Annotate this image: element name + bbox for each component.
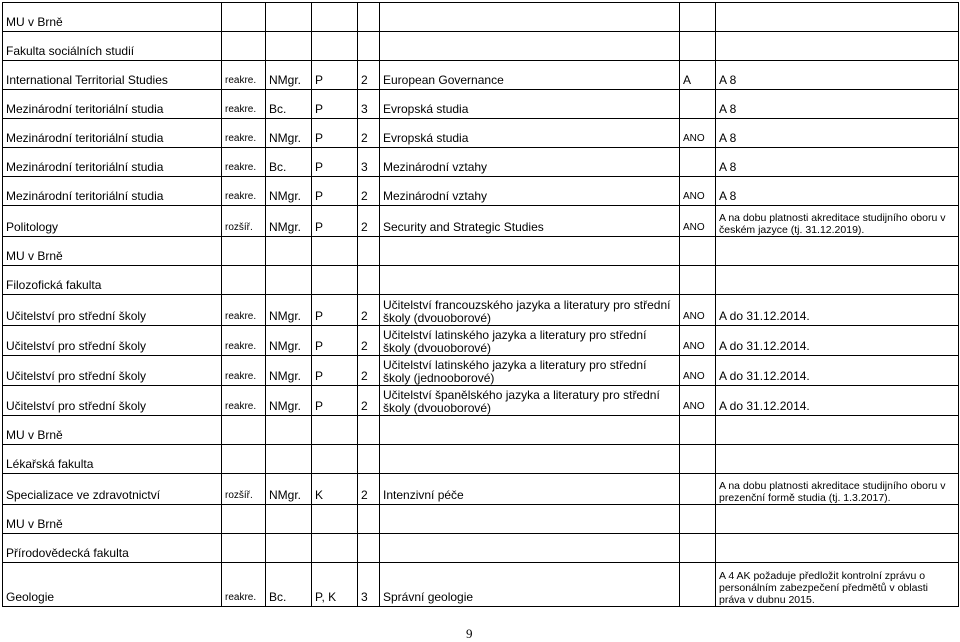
faculty-name: Přírodovědecká fakulta [3, 534, 222, 563]
study-form: P [312, 119, 358, 148]
standard-duration: 2 [358, 474, 380, 505]
decision: A 8 [716, 119, 959, 148]
accreditation-type: reakre. [222, 295, 266, 326]
field-name: Security and Strategic Studies [380, 206, 680, 237]
field-name: Učitelství španělského jazyka a literatury pro střední školy (dvouoborové) [380, 386, 680, 416]
program-name: Učitelství pro střední školy [3, 295, 222, 326]
table-row [3, 386, 959, 416]
table-row [3, 326, 959, 356]
field-name: Evropská studia [380, 119, 680, 148]
study-form: P [312, 148, 358, 177]
faculty-name: Lékařská fakulta [3, 445, 222, 474]
degree-type: NMgr. [266, 119, 312, 148]
accreditation-type: reakre. [222, 386, 266, 416]
program-name: Politology [3, 206, 222, 237]
accreditation-type: reakre. [222, 563, 266, 607]
language-flag: ANO [680, 177, 716, 206]
language-flag [680, 474, 716, 505]
standard-duration: 2 [358, 295, 380, 326]
language-flag [680, 90, 716, 119]
field-name: Evropská studia [380, 90, 680, 119]
program-name: Specializace ve zdravotnictví [3, 474, 222, 505]
accreditation-type: reakre. [222, 326, 266, 356]
accreditation-type: reakre. [222, 61, 266, 90]
degree-type: NMgr. [266, 356, 312, 386]
standard-duration: 3 [358, 563, 380, 607]
language-flag: ANO [680, 119, 716, 148]
table-row [3, 206, 959, 237]
decision: A 8 [716, 148, 959, 177]
decision: A 4 AK požaduje předložit kontrolní zprávu o personálním zabezpečení předmětů v oblasti práva v dubnu 2015. [716, 563, 959, 607]
faculty-row [3, 32, 959, 61]
decision: A na dobu platnosti akreditace studijního oboru v prezenční formě studia (tj. 1.3.2017). [716, 474, 959, 505]
decision: A do 31.12.2014. [716, 295, 959, 326]
standard-duration: 2 [358, 61, 380, 90]
program-name: International Territorial Studies [3, 61, 222, 90]
study-form: P [312, 206, 358, 237]
decision: A do 31.12.2014. [716, 356, 959, 386]
decision: A 8 [716, 177, 959, 206]
field-name: Učitelství latinského jazyka a literatury pro střední školy (dvouoborové) [380, 326, 680, 356]
degree-type: Bc. [266, 563, 312, 607]
study-form: P [312, 61, 358, 90]
field-name: European Governance [380, 61, 680, 90]
study-form: P [312, 177, 358, 206]
university-name: MU v Brně [3, 237, 222, 266]
study-form: P [312, 386, 358, 416]
standard-duration: 2 [358, 356, 380, 386]
accreditation-type: reakre. [222, 356, 266, 386]
table-row [3, 474, 959, 505]
faculty-row [3, 266, 959, 295]
standard-duration: 2 [358, 119, 380, 148]
university-name: MU v Brně [3, 416, 222, 445]
faculty-name: Fakulta sociálních studií [3, 32, 222, 61]
accreditation-type: reakre. [222, 148, 266, 177]
language-flag [680, 563, 716, 607]
table-row [3, 61, 959, 90]
field-name: Intenzivní péče [380, 474, 680, 505]
study-form: P, K [312, 563, 358, 607]
accreditation-type: rozšíř. [222, 474, 266, 505]
program-name: Mezinárodní teritoriální studia [3, 119, 222, 148]
university-row [3, 3, 959, 32]
decision: A 8 [716, 61, 959, 90]
faculty-row [3, 445, 959, 474]
language-flag: ANO [680, 206, 716, 237]
standard-duration: 3 [358, 90, 380, 119]
university-row [3, 416, 959, 445]
faculty-row [3, 534, 959, 563]
study-form: P [312, 295, 358, 326]
study-form: K [312, 474, 358, 505]
program-name: Učitelství pro střední školy [3, 356, 222, 386]
standard-duration: 2 [358, 206, 380, 237]
language-flag: ANO [680, 356, 716, 386]
decision: A na dobu platnosti akreditace studijního oboru v českém jazyce (tj. 31.12.2019). [716, 206, 959, 237]
university-name: MU v Brně [3, 505, 222, 534]
study-form: P [312, 90, 358, 119]
accreditation-type: reakre. [222, 119, 266, 148]
university-name: MU v Brně [3, 3, 222, 32]
standard-duration: 2 [358, 386, 380, 416]
language-flag: A [680, 61, 716, 90]
program-name: Mezinárodní teritoriální studia [3, 148, 222, 177]
decision: A do 31.12.2014. [716, 386, 959, 416]
faculty-name: Filozofická fakulta [3, 266, 222, 295]
decision: A 8 [716, 90, 959, 119]
field-name: Učitelství latinského jazyka a literatury pro střední školy (jednooborové) [380, 356, 680, 386]
degree-type: NMgr. [266, 177, 312, 206]
degree-type: NMgr. [266, 474, 312, 505]
program-name: Učitelství pro střední školy [3, 326, 222, 356]
program-name: Mezinárodní teritoriální studia [3, 177, 222, 206]
university-row [3, 505, 959, 534]
table-row [3, 119, 959, 148]
field-name: Správní geologie [380, 563, 680, 607]
language-flag: ANO [680, 295, 716, 326]
table-row [3, 90, 959, 119]
field-name: Mezinárodní vztahy [380, 148, 680, 177]
language-flag: ANO [680, 326, 716, 356]
program-name: Geologie [3, 563, 222, 607]
university-row [3, 237, 959, 266]
field-name: Učitelství francouzského jazyka a literatury pro střední školy (dvouoborové) [380, 295, 680, 326]
degree-type: Bc. [266, 148, 312, 177]
standard-duration: 2 [358, 326, 380, 356]
standard-duration: 2 [358, 177, 380, 206]
table-row [3, 295, 959, 326]
program-name: Mezinárodní teritoriální studia [3, 90, 222, 119]
language-flag [680, 148, 716, 177]
accreditation-type: rozšíř. [222, 206, 266, 237]
degree-type: NMgr. [266, 61, 312, 90]
table-row [3, 356, 959, 386]
table-row [3, 563, 959, 607]
accreditation-type: reakre. [222, 177, 266, 206]
table-row [3, 177, 959, 206]
degree-type: NMgr. [266, 295, 312, 326]
degree-type: NMgr. [266, 326, 312, 356]
page-number: 9 [466, 626, 473, 641]
accreditation-table [2, 2, 959, 607]
study-form: P [312, 356, 358, 386]
decision: A do 31.12.2014. [716, 326, 959, 356]
table-row [3, 148, 959, 177]
field-name: Mezinárodní vztahy [380, 177, 680, 206]
degree-type: Bc. [266, 90, 312, 119]
degree-type: NMgr. [266, 386, 312, 416]
program-name: Učitelství pro střední školy [3, 386, 222, 416]
degree-type: NMgr. [266, 206, 312, 237]
study-form: P [312, 326, 358, 356]
language-flag: ANO [680, 386, 716, 416]
accreditation-type: reakre. [222, 90, 266, 119]
standard-duration: 3 [358, 148, 380, 177]
